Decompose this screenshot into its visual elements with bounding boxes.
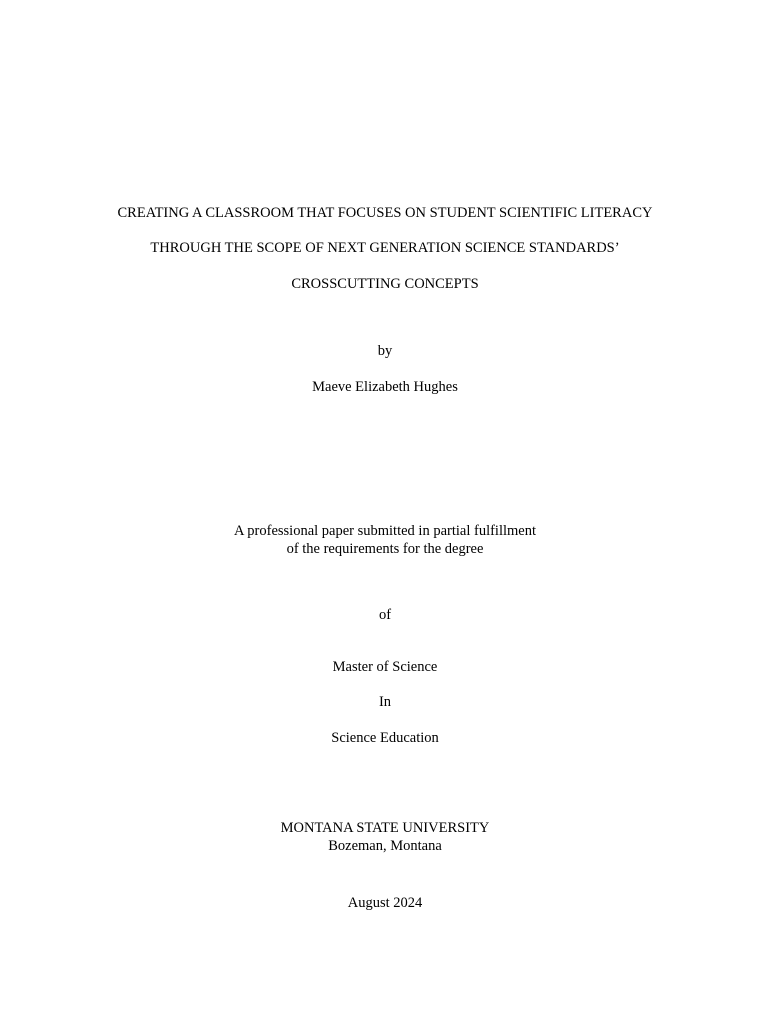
of-text: of	[378, 607, 392, 623]
submission-line-1: A professional paper submitted in partial fulfillment	[233, 523, 536, 539]
in-text: In	[378, 694, 392, 710]
field-name: Science Education	[331, 730, 439, 746]
title-line-2: THROUGH THE SCOPE OF NEXT GENERATION SCIENCE STANDARDS’	[150, 240, 620, 256]
university-location: Bozeman, Montana	[328, 838, 442, 854]
author-name: Maeve Elizabeth Hughes	[312, 379, 458, 395]
title-line-3: CROSSCUTTING CONCEPTS	[291, 276, 479, 292]
university-name: MONTANA STATE UNIVERSITY	[280, 820, 490, 836]
submission-date: August 2024	[347, 895, 423, 911]
by-text: by	[377, 343, 393, 359]
title-line-1: CREATING A CLASSROOM THAT FOCUSES ON STUDENT SCIENTIFIC LITERACY	[117, 205, 653, 221]
degree-name: Master of Science	[332, 659, 438, 675]
submission-line-2: of the requirements for the degree	[286, 541, 484, 557]
